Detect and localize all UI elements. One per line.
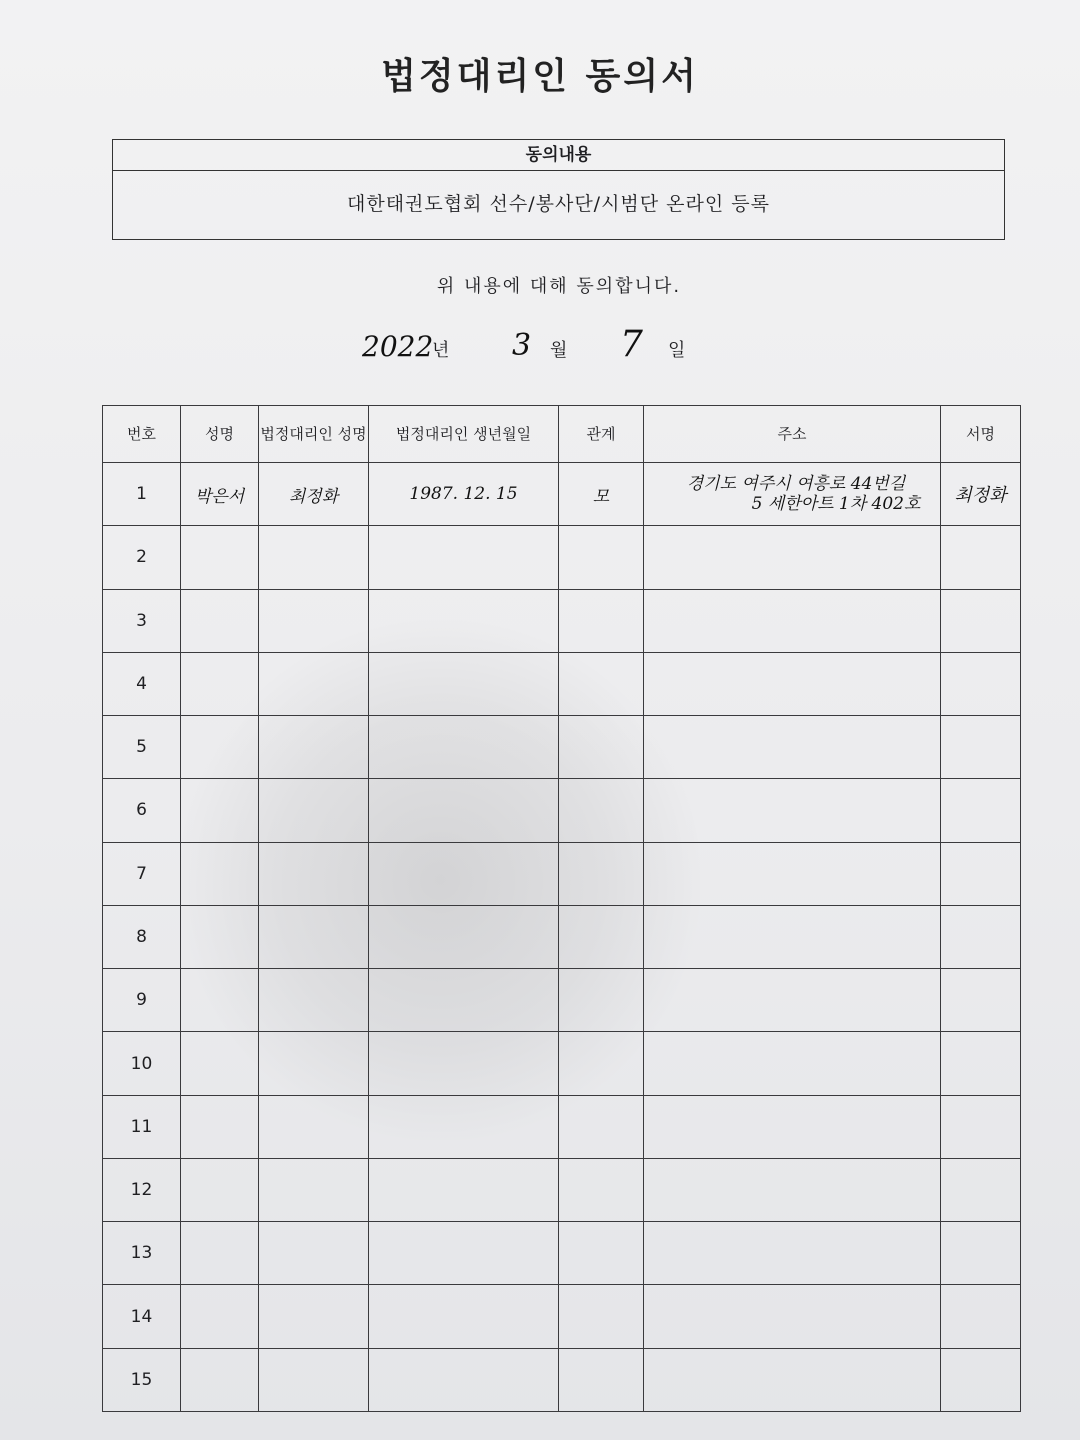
row-signature bbox=[941, 905, 1021, 968]
date-month-label: 월 bbox=[550, 340, 568, 361]
date-day-label: 일 bbox=[668, 340, 686, 361]
row-relation bbox=[559, 1285, 644, 1348]
consent-box bbox=[112, 139, 1005, 240]
table-row bbox=[103, 779, 1021, 842]
row-name bbox=[181, 1032, 259, 1095]
row-guardian-birth bbox=[369, 1032, 559, 1095]
row-guardian-birth: 1987. 12. 15 bbox=[369, 463, 559, 526]
row-guardian-birth bbox=[369, 1095, 559, 1158]
row-address bbox=[644, 1032, 941, 1095]
consent-body: 대한태권도협회 선수/봉사단/시범단 온라인 등록 bbox=[346, 193, 770, 215]
row-relation bbox=[559, 1032, 644, 1095]
row-guardian-name bbox=[259, 652, 369, 715]
header-address: 주소 bbox=[644, 406, 941, 463]
table-row bbox=[103, 905, 1021, 968]
guardian-table bbox=[102, 405, 1021, 1412]
row-guardian-name bbox=[259, 589, 369, 652]
row-guardian-name bbox=[259, 905, 369, 968]
header-name: 성명 bbox=[181, 406, 259, 463]
row-guardian-name bbox=[259, 779, 369, 842]
date-line bbox=[0, 324, 1080, 370]
row-name bbox=[181, 842, 259, 905]
row-name bbox=[181, 779, 259, 842]
row-name bbox=[181, 1285, 259, 1348]
row-guardian-birth bbox=[369, 905, 559, 968]
header-signature: 서명 bbox=[941, 406, 1021, 463]
row-address bbox=[644, 589, 941, 652]
row-number: 14 bbox=[103, 1285, 181, 1348]
date-day: 7 bbox=[620, 324, 643, 365]
row-name bbox=[181, 1348, 259, 1411]
row-signature bbox=[941, 1095, 1021, 1158]
row-relation bbox=[559, 1348, 644, 1411]
row-guardian-name bbox=[259, 1158, 369, 1221]
row-name bbox=[181, 1222, 259, 1285]
row-number: 2 bbox=[103, 526, 181, 589]
row-relation bbox=[559, 779, 644, 842]
row-guardian-birth bbox=[369, 589, 559, 652]
row-guardian-name bbox=[259, 1285, 369, 1348]
row-guardian-birth bbox=[369, 652, 559, 715]
row-number: 10 bbox=[103, 1032, 181, 1095]
row-guardian-birth bbox=[369, 1158, 559, 1221]
table-row bbox=[103, 652, 1021, 715]
row-number: 5 bbox=[103, 716, 181, 779]
row-guardian-birth bbox=[369, 526, 559, 589]
row-address bbox=[644, 905, 941, 968]
document-title: 법정대리인 동의서 bbox=[381, 56, 699, 97]
row-address bbox=[644, 1222, 941, 1285]
row-signature bbox=[941, 526, 1021, 589]
row-address bbox=[644, 463, 941, 526]
row-name bbox=[181, 969, 259, 1032]
row-signature bbox=[941, 652, 1021, 715]
row-signature bbox=[941, 842, 1021, 905]
row-address bbox=[644, 716, 941, 779]
row-address bbox=[644, 1348, 941, 1411]
table-row bbox=[103, 589, 1021, 652]
table-row bbox=[103, 526, 1021, 589]
row-number: 8 bbox=[103, 905, 181, 968]
row-address bbox=[644, 1158, 941, 1221]
row-number: 7 bbox=[103, 842, 181, 905]
row-address bbox=[644, 969, 941, 1032]
consent-header: 동의내용 bbox=[113, 140, 1004, 171]
row-signature bbox=[941, 1222, 1021, 1285]
row-guardian-name bbox=[259, 1222, 369, 1285]
row-guardian-birth bbox=[369, 969, 559, 1032]
header-guardian-birth: 법정대리인 생년월일 bbox=[369, 406, 559, 463]
row-relation bbox=[559, 1158, 644, 1221]
row-relation bbox=[559, 526, 644, 589]
row-number: 15 bbox=[103, 1348, 181, 1411]
row-name bbox=[181, 1158, 259, 1221]
date-year-label: 년 bbox=[432, 340, 450, 361]
row-address-line2: 5 세한아트 1차 402호 bbox=[751, 494, 921, 515]
table-row bbox=[103, 1285, 1021, 1348]
row-number: 3 bbox=[103, 589, 181, 652]
row-address bbox=[644, 779, 941, 842]
row-address bbox=[644, 652, 941, 715]
row-name bbox=[181, 526, 259, 589]
row-guardian-birth bbox=[369, 1348, 559, 1411]
row-guardian-birth bbox=[369, 1222, 559, 1285]
row-guardian-birth bbox=[369, 1285, 559, 1348]
header-no: 번호 bbox=[103, 406, 181, 463]
row-guardian-name bbox=[259, 1032, 369, 1095]
row-guardian-name bbox=[259, 842, 369, 905]
row-guardian-birth bbox=[369, 842, 559, 905]
row-name bbox=[181, 716, 259, 779]
table-row bbox=[103, 716, 1021, 779]
row-signature bbox=[941, 1348, 1021, 1411]
row-guardian-name bbox=[259, 716, 369, 779]
table-row bbox=[103, 1222, 1021, 1285]
row-guardian-birth bbox=[369, 779, 559, 842]
row-relation bbox=[559, 1222, 644, 1285]
row-signature bbox=[941, 716, 1021, 779]
table-row bbox=[103, 1348, 1021, 1411]
row-guardian-name bbox=[259, 969, 369, 1032]
agree-statement: 위 내용에 대해 동의합니다. bbox=[436, 276, 682, 297]
row-signature bbox=[941, 1032, 1021, 1095]
row-signature bbox=[941, 969, 1021, 1032]
row-signature bbox=[941, 1158, 1021, 1221]
row-address bbox=[644, 526, 941, 589]
table-row bbox=[103, 1095, 1021, 1158]
header-guardian-name: 법정대리인 성명 bbox=[259, 406, 369, 463]
date-year: 2022 bbox=[362, 330, 434, 363]
row-address bbox=[644, 1285, 941, 1348]
table-row bbox=[103, 1032, 1021, 1095]
table-row bbox=[103, 463, 1021, 526]
row-relation bbox=[559, 1095, 644, 1158]
row-number: 9 bbox=[103, 969, 181, 1032]
row-name: 박은서 bbox=[181, 463, 259, 526]
row-relation: 모 bbox=[559, 463, 644, 526]
row-address bbox=[644, 842, 941, 905]
row-signature: 최정화 bbox=[941, 463, 1021, 526]
row-name bbox=[181, 905, 259, 968]
table-header-row bbox=[103, 406, 1021, 463]
row-address bbox=[644, 1095, 941, 1158]
header-relation: 관계 bbox=[559, 406, 644, 463]
table-row bbox=[103, 1158, 1021, 1221]
row-number: 1 bbox=[103, 463, 181, 526]
row-relation bbox=[559, 716, 644, 779]
row-relation bbox=[559, 652, 644, 715]
row-name bbox=[181, 1095, 259, 1158]
row-guardian-name bbox=[259, 1348, 369, 1411]
row-relation bbox=[559, 905, 644, 968]
row-address-line1: 경기도 여주시 여흥로 44번길 bbox=[686, 474, 906, 495]
table-row bbox=[103, 842, 1021, 905]
row-signature bbox=[941, 589, 1021, 652]
row-number: 6 bbox=[103, 779, 181, 842]
row-name bbox=[181, 652, 259, 715]
row-name bbox=[181, 589, 259, 652]
row-number: 12 bbox=[103, 1158, 181, 1221]
table-row bbox=[103, 969, 1021, 1032]
row-relation bbox=[559, 969, 644, 1032]
row-relation bbox=[559, 589, 644, 652]
row-guardian-name bbox=[259, 1095, 369, 1158]
row-signature bbox=[941, 779, 1021, 842]
row-signature bbox=[941, 1285, 1021, 1348]
row-guardian-birth bbox=[369, 716, 559, 779]
row-relation bbox=[559, 842, 644, 905]
date-month: 3 bbox=[512, 328, 532, 363]
row-number: 4 bbox=[103, 652, 181, 715]
row-guardian-name: 최정화 bbox=[259, 463, 369, 526]
row-number: 11 bbox=[103, 1095, 181, 1158]
row-guardian-name bbox=[259, 526, 369, 589]
row-number: 13 bbox=[103, 1222, 181, 1285]
